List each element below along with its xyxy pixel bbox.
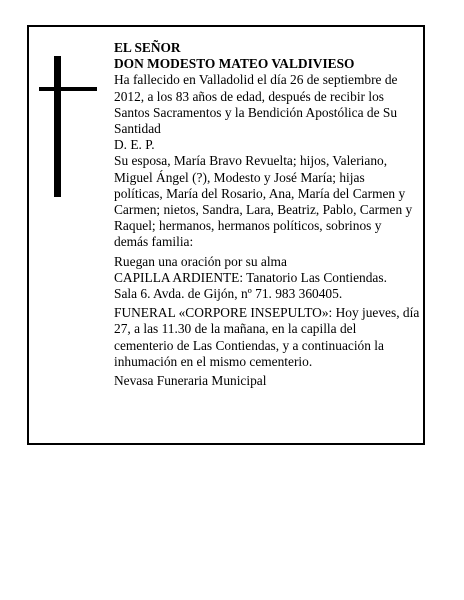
death-announcement-line: Ha fallecido en Valladolid el día 26 de septiembre de bbox=[114, 72, 398, 88]
death-announcement-line: Santidad bbox=[114, 121, 161, 137]
deceased-name: DON MODESTO MATEO VALDIVIESO bbox=[114, 56, 355, 72]
chapel-line: Sala 6. Avda. de Gijón, nº 71. 983 360405. bbox=[114, 286, 343, 302]
prayer-request: Ruegan una oración por su alma bbox=[114, 253, 287, 269]
family-line: Su esposa, María Bravo Revuelta; hijos, Valeriano, bbox=[114, 153, 388, 169]
funeral-line: inhumación en el mismo cementerio. bbox=[114, 353, 313, 369]
rip-line: D. E. P. bbox=[114, 137, 155, 153]
obituary-notice bbox=[27, 25, 425, 445]
family-line: Raquel; hermanos, hermanos políticos, sobrinos y bbox=[114, 218, 382, 234]
cross-vertical-bar bbox=[54, 56, 61, 197]
notice-heading-title: EL SEÑOR bbox=[114, 40, 181, 55]
death-announcement-line: 2012, a los 83 años de edad, después de recibir los bbox=[114, 88, 384, 104]
family-line: demás familia: bbox=[114, 234, 194, 250]
cross-horizontal-bar bbox=[39, 87, 97, 91]
family-line: Miguel Ángel (?), Modesto y José María; hijas bbox=[114, 169, 365, 185]
cross-icon bbox=[29, 27, 89, 172]
funeral-line: cementerio de Las Contiendas, y a continuación la bbox=[114, 337, 384, 353]
funeral-line: 27, a las 11.30 de la mañana, en la capilla del bbox=[114, 321, 357, 337]
family-line: Carmen; nietos, Sandra, Lara, Beatriz, Pablo, Carmen y bbox=[114, 202, 413, 218]
funeral-home-name: Nevasa Funeraria Municipal bbox=[114, 373, 267, 389]
chapel-line: CAPILLA ARDIENTE: Tanatorio Las Contiendas. bbox=[114, 269, 387, 285]
death-announcement-line: Santos Sacramentos y la Bendición Apostólica de Su bbox=[114, 104, 398, 120]
notice-text-block bbox=[114, 40, 434, 389]
funeral-line: FUNERAL «CORPORE INSEPULTO»: Hoy jueves, día bbox=[114, 305, 420, 321]
family-line: políticas, María del Rosario, Ana, María del Carmen y bbox=[114, 185, 406, 201]
